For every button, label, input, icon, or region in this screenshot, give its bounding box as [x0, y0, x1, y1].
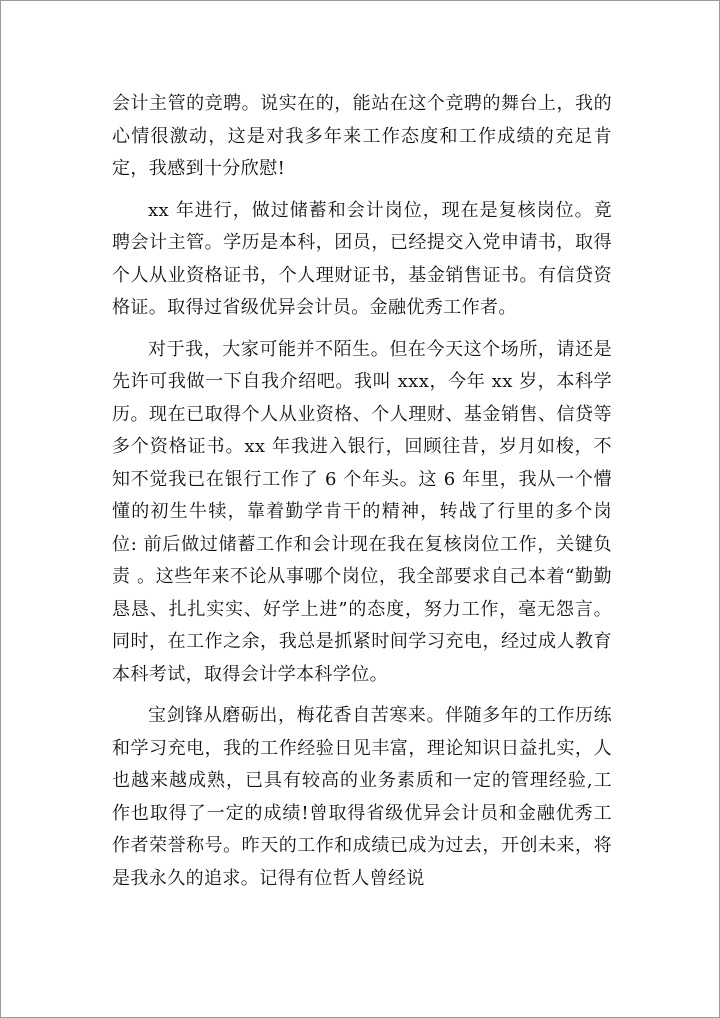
paragraph-4: 宝剑锋从磨砺出，梅花香自苦寒来。伴随多年的工作历练和学习充电，我的工作经验日见丰富，理论知识日益扎实，人也越来越成熟，已具有较高的业务素质和一定的管理经验,工作也取得了一定的成绩!曾取得省级优异会计员和金融优秀工作者荣誉称号。昨天的工作和成绩已成为过去，开创未来，将是我永久的追求。记得有位哲人曾经说 — [112, 705, 612, 889]
body-text — [112, 88, 612, 904]
paragraph-2: xx 年进行，做过储蓄和会计岗位，现在是复核岗位。竟聘会计主管。学历是本科，团员，已经提交入党申请书，取得个人从业资格证书，个人理财证书，基金销售证书。有信贷资格证。取得过省级优异会计员。金融优秀工作者。 — [112, 199, 612, 318]
paragraph-3: 对于我，大家可能并不陌生。但在今天这个场所，请还是先许可我做一下自我介绍吧。我叫 xxx，今年 xx 岁，本科学历。现在已取得个人从业资格、个人理财、基金销售、信贷等多个资格证书。xx 年我进入银行，回顾往昔，岁月如梭，不知不觉我已在银行工作了 6 个年头。这 6 年里，我从一个懵懂的初生牛犊，靠着勤学肯干的精神，转战了行里的多个岗位: 前后做过储蓄工作和会计现在我在复核岗位工作，关键负责 。这些年来不论从事哪个岗位，我全部要求自己本着“勤勤恳恳、扎扎实实、好学上进”的态度，努力工作，毫无怨言。同时，在工作之余，我总是抓紧时间学习充电，经过成人教育本科考试，取得会计学本科学位。 — [112, 338, 612, 685]
paragraph-1: 会计主管的竞聘。说实在的，能站在这个竞聘的舞台上，我的心情很激动，这是对我多年来工作态度和工作成绩的充足肯定，我感到十分欣慰! — [112, 93, 612, 179]
